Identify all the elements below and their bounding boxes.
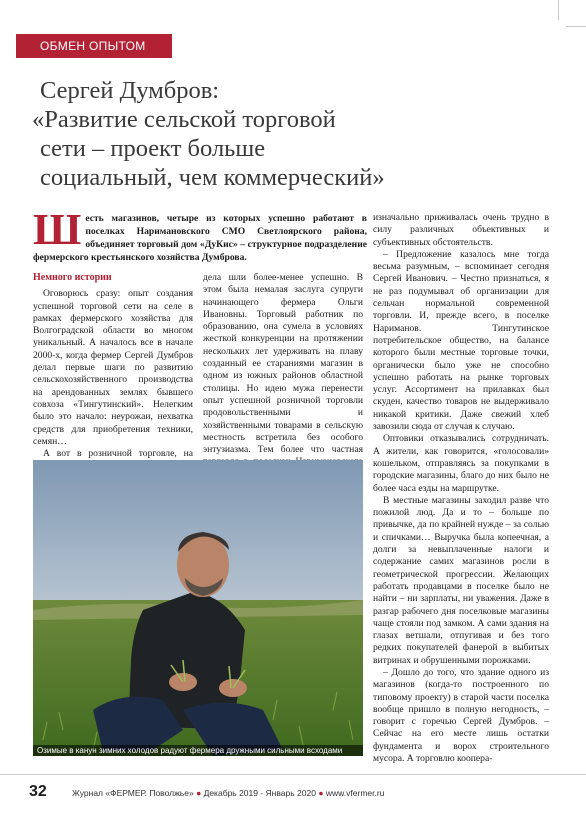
paragraph: – Предложение казалось мне тогда весьма разумным, – вспоминает сегодня Сергей Иванович. – Честно признаться, я не раз подумывал об организации для сельчан нормальной современной торговли. И, прежде всего, в поселке Нариманов. Тингутинское потребительское общество, на балансе которого были местные торговые точки, органически было уже не способно успешно работать на рынке торговых услуг. Ассортимент на прилавках был скуден, качество товаров не выдерживало никакой критики. Даже свежий хлеб завозили сюда от случая к случаю. <box>373 248 549 433</box>
lead-text: есть магазинов, четыре из которых успешно работают в поселках Наримановского СМО Светлоярского района, объединяет торговый дом «ДуКис» – структурное подразделение фермерского крестьянского хозяйства Думброва. <box>33 213 367 263</box>
subheading: Немного истории <box>33 272 112 283</box>
section-tab: ОБМЕН ОПЫТОМ <box>16 34 172 58</box>
footer-text <box>72 788 384 798</box>
text-column-1 <box>33 272 193 485</box>
paragraph: В местные магазины заходил разве что пожилой люд. Да и то – больше по привычке, да по крайней нужде – за солью и спичками… Выручка была копеечная, а долги за невыплаченные налоги и содержание самих магазинов росли в геометрической прогрессии. Желающих работать продавцами в поселке было не найти – ни зарплаты, ни уважения. Даже в разгар рабочего дня поселковые магазины чаще стояли под замком. А сами здания на глазах ветшали, отпугивая и без того редких покупателей фанерой в выбитых витринах и обрушенными порожками. <box>373 494 549 666</box>
photo-illustration <box>33 460 363 756</box>
issue-date: Декабрь 2019 - Январь 2020 <box>203 788 316 798</box>
article-title <box>32 76 560 192</box>
paragraph: Оптовики отказывались сотрудничать. А жители, как говорится, «голосовали» кошельком, отправляясь за покупками в городские магазины, благо до них было не более часа езды на маршрутке. <box>373 433 549 494</box>
journal-name: Журнал «ФЕРМЕР. Поволжье» <box>72 788 194 798</box>
separator-dot: ● <box>196 788 202 798</box>
website-link[interactable]: www.vfermer.ru <box>325 788 385 798</box>
paragraph: Оговорюсь сразу: опыт создания успешной торговой сети на селе в рамках фермерского хозяйства для Волгоградской области во многом уникальный. А началось все в начале 2000-х, когда фермер Сергей Думбров делал первые шаги по развитию сельскохозяйственного производства на арендованных землях бывшего совхоза «Тингутинский». Нелегким было это начало: неурожаи, нехватка средств для приобретения техники, семян… <box>33 288 193 447</box>
title-line-3: сети – проект больше <box>40 135 266 162</box>
photo-caption: Озимые в канун зимних холодов радуют фермера дружными сильными всходами <box>33 745 363 756</box>
corner-line-top <box>558 0 559 20</box>
separator-dot: ● <box>318 788 324 798</box>
corner-line-right <box>566 26 586 27</box>
title-line-4: социальный, чем коммерческий» <box>40 164 385 191</box>
lead-paragraph <box>33 205 367 264</box>
farmer-photo <box>33 460 363 756</box>
paragraph: изначально приживалась очень трудно в силу различных объективных и субъективных обстоятельств. <box>373 212 549 248</box>
title-line-1: Сергей Думбров: <box>40 77 220 104</box>
drop-cap: Ш <box>33 205 82 254</box>
footer-divider <box>0 774 586 775</box>
text-column-3 <box>373 212 549 765</box>
page-number: 32 <box>29 783 47 800</box>
paragraph: – Дошло до того, что здание одного из магазинов (когда-то построенного по типовому проекту) в старой части поселка вообще пришло в полную негодность, – говорит с горечью Сергей Думбров. – Сейчас на его месте лишь остатки фундамента и ворох строительного мусора. А торговлю коопера- <box>373 666 549 765</box>
title-line-2: «Развитие сельской торговой <box>32 106 336 133</box>
paragraph: А вот в розничной торговле, на <box>43 448 193 460</box>
text-column-2 <box>203 272 363 481</box>
paragraph: дела шли более-менее успешно. В этом была немалая заслуга супруги начинающего фермера Ольги Ивановны. Торговый работник по образованию, она сумела в условиях жесткой конкуренции на протяжении нескольких лет удерживать на плаву созданный ее стараниями магазин в одном из южных районов областной столицы. Но идею мужа перенести опыт успешной розничной торговли продовольственными и хозяйственными товарами в сельскую местность встретила без особого энтузиазма. Тем более что частная <box>203 272 363 456</box>
